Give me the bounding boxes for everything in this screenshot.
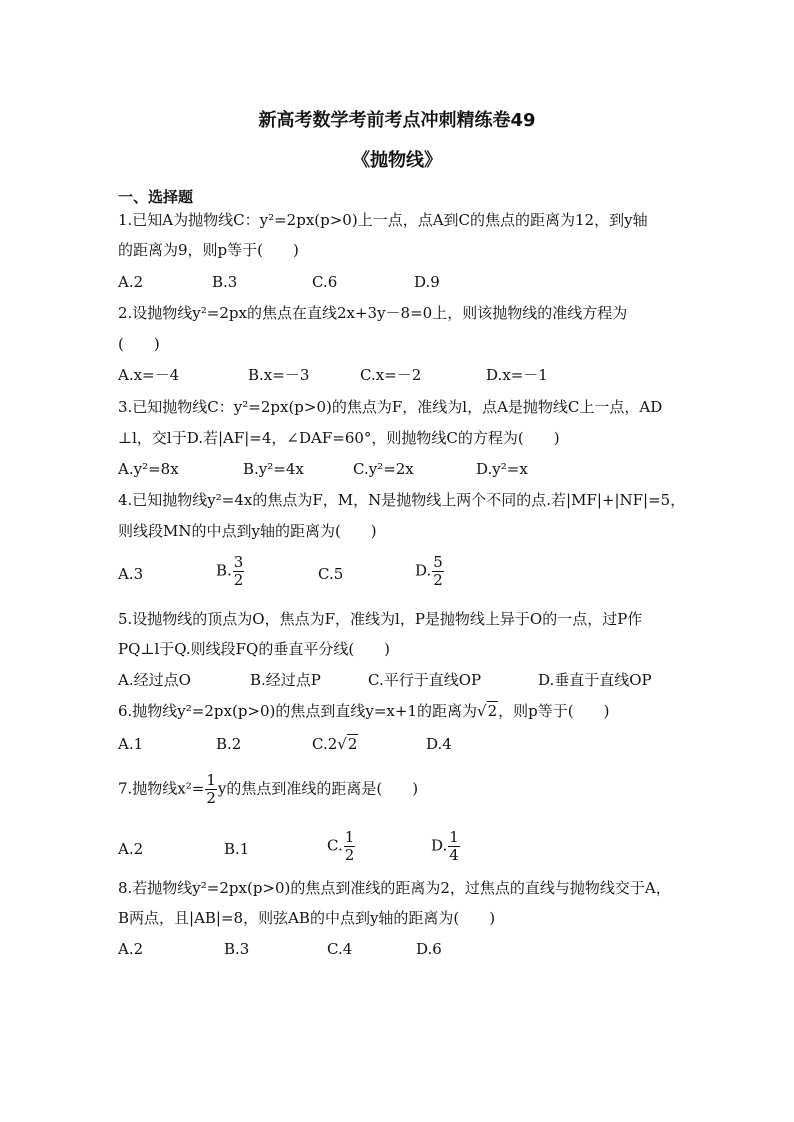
option-a: A.2 [118,273,144,291]
option-c: C.平行于直线OP [368,671,482,689]
option-b: B.3 [212,273,238,291]
option-b: B.经过点P [250,671,321,689]
question-5-options [118,670,718,690]
question-2-options [118,365,718,385]
section-heading: 一、选择题 [118,188,194,206]
question-3-line-1: 3.已知抛物线C：y²=2px(p>0)的焦点为F，准线为l，点A是抛物线C上一点，AD [118,398,663,416]
question-1-options [118,272,718,292]
option-b: B.x=－3 [248,366,310,384]
question-8-line-2: B两点，且|AB|=8，则弦AB的中点到y轴的距离为( ) [118,909,496,927]
question-6-line-1: 6.抛物线y²=2px(p>0)的焦点到直线y=x+1的距离为√2，则p等于( ) [118,702,610,720]
option-d: D. $\frac{5}{2}$ [415,553,443,589]
question-4-options [118,553,718,589]
question-5-line-2: PQ⊥l于Q.则线段FQ的垂直平分线( ) [118,640,391,658]
fraction: $\frac{1}{2}$ [206,771,216,807]
option-a: A.3 [118,565,144,583]
question-5-line-1: 5.设抛物线的顶点为O，焦点为F，准线为l，P是抛物线上异于O的一点，过P作 [118,610,643,628]
page-title: 新高考数学考前考点冲刺精练卷49 [258,110,536,131]
option-a: A.2 [118,940,144,958]
question-4-line-2: 则线段MN的中点到y轴的距离为( ) [118,522,377,540]
option-b: B.2 [216,735,242,753]
option-a: A.经过点O [118,671,191,689]
square-root: √2 [477,702,498,720]
question-3-line-2: ⊥l，交l于D.若|AF|=4，∠DAF=60°，则抛物线C的方程为( ) [118,429,560,447]
question-1-line-1: 1.已知A为抛物线C：y²=2px(p>0)上一点，点A到C的焦点的距离为12，到y轴 [118,211,648,229]
fraction: $\frac{1}{4}$ [449,828,459,864]
option-b: B. $\frac{3}{2}$ [216,553,244,589]
option-c: C.x=－2 [360,366,422,384]
fraction: $\frac{3}{2}$ [233,553,244,589]
option-a: A.1 [118,735,144,753]
option-c: C.4 [327,940,353,958]
question-2-line-1: 2.设抛物线y²=2px的焦点在直线2x+3y－8=0上，则该抛物线的准线方程为 [118,304,628,322]
question-2-line-2: ( ) [118,335,160,353]
option-d: D.9 [414,273,440,291]
option-a: A.2 [118,840,144,858]
option-d: D. $\frac{1}{4}$ [431,828,459,864]
question-6-options [118,734,718,754]
square-root: √2 [337,735,358,753]
option-c: C. $\frac{1}{2}$ [327,828,355,864]
page-subtitle: 《抛物线》 [352,150,442,171]
option-b: B.1 [224,840,250,858]
option-c: C.5 [318,565,344,583]
question-8-line-1: 8.若抛物线y²=2px(p>0)的焦点到准线的距离为2，过焦点的直线与抛物线交于A， [118,879,671,897]
option-a: A.y²=8x [118,460,179,478]
option-c: C.2√2 [312,735,358,753]
option-c: C.y²=2x [353,460,414,478]
question-3-options [118,459,718,479]
question-8-options [118,939,718,959]
option-d: D.4 [426,735,452,753]
question-7-line-1: 7.抛物线x²= $\frac{1}{2}$ y的焦点到准线的距离是( ) [118,771,419,807]
option-b: B.y²=4x [243,460,304,478]
fraction: $\frac{1}{2}$ [344,828,355,864]
fraction: $\frac{5}{2}$ [433,553,443,589]
option-d: D.x=－1 [486,366,548,384]
question-4-line-1: 4.已知抛物线y²=4x的焦点为F，M，N是抛物线上两个不同的点.若|MF|+|NF|=5， [118,491,686,509]
option-c: C.6 [312,273,338,291]
option-d: D.垂直于直线OP [538,671,652,689]
question-7-options [118,828,718,864]
option-a: A.x=－4 [118,366,180,384]
question-1-line-2: 的距离为9，则p等于( ) [118,241,299,259]
option-d: D.6 [416,940,442,958]
option-b: B.3 [224,940,250,958]
option-d: D.y²=x [476,460,528,478]
